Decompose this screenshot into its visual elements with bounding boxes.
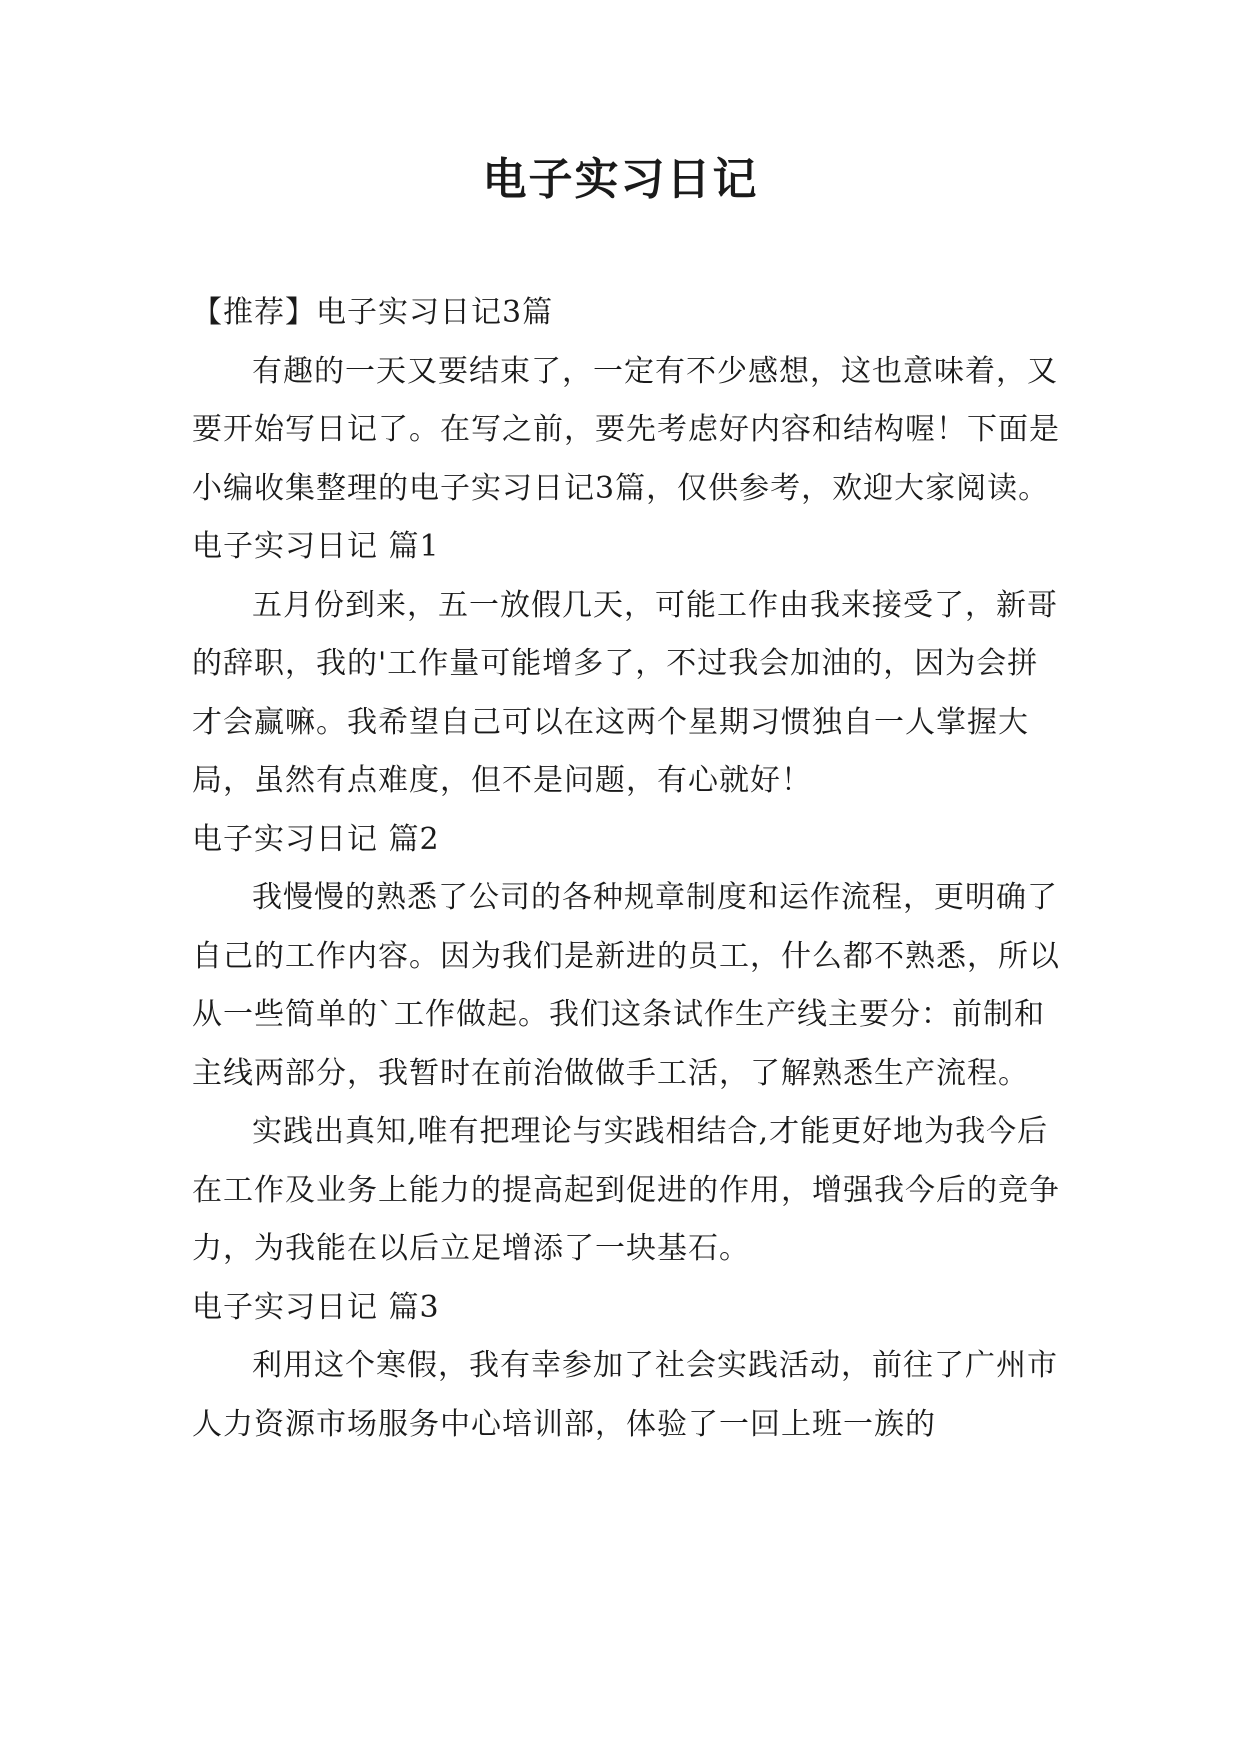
document-title: 电子实习日记: [482, 154, 759, 205]
intro-paragraph: 有趣的一天又要结束了，一定有不少感想，这也意味着，又要开始写日记了。在写之前，要先考虑好内容和结构喔！下面是小编收集整理的电子实习日记3篇，仅供参考，欢迎大家阅读。: [192, 353, 1060, 506]
section-heading-2: 电子实习日记 篇2: [192, 821, 440, 857]
section-1-paragraph-1: 五月份到来，五一放假几天，可能工作由我来接受了，新哥的辞职，我的'工作量可能增多了，不过我会加油的，因为会拼才会赢嘛。我希望自己可以在这两个星期习惯独自一人掌握大局，虽然有点难度，但不是问题，有心就好！: [192, 587, 1058, 798]
section-2-paragraph-2: 实践出真知,唯有把理论与实践相结合,才能更好地为我今后在工作及业务上能力的提高起到促进的作用，增强我今后的竞争力，为我能在以后立足增添了一块基石。: [192, 1114, 1060, 1266]
section-3-paragraph-1: 利用这个寒假，我有幸参加了社会实践活动，前往了广州市人力资源市场服务中心培训部，体验了一回上班一族的: [192, 1348, 1058, 1442]
document-body: [192, 284, 1062, 1454]
section-heading-1: 电子实习日记 篇1: [192, 529, 440, 564]
section-heading-3: 电子实习日记 篇3: [192, 1289, 440, 1325]
document-subtitle: 【推荐】电子实习日记3篇: [192, 295, 554, 330]
section-2-paragraph-1: 我慢慢的熟悉了公司的各种规章制度和运作流程，更明确了自己的工作内容。因为我们是新进的员工，什么都不熟悉，所以从一些简单的`工作做起。我们这条试作生产线主要分：前制和主线两部分，我暂时在前治做做手工活，了解熟悉生产流程。: [192, 880, 1060, 1091]
